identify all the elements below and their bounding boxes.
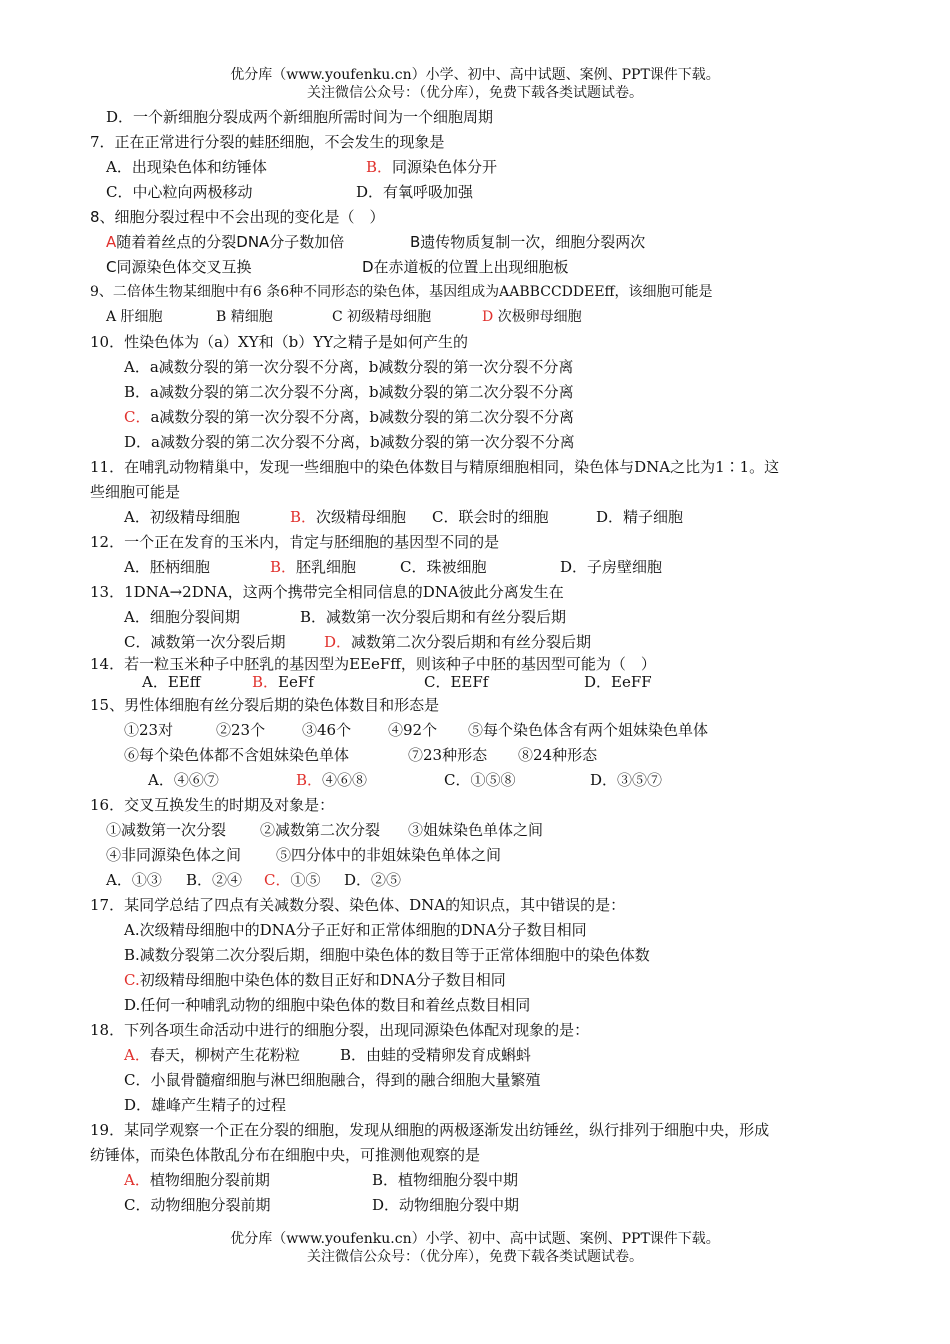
q11-stem-1: 11．在哺乳动物精巢中，发现一些细胞中的染色体数目与精原细胞相同，染色体与DNA之比为1∶1。这 — [90, 458, 780, 476]
q19-stem-2: 纺锤体，而染色体散乱分布在细胞中央，可推测他观察的是 — [90, 1146, 481, 1164]
q16-stem: 16．交叉互换发生的时期及对象是： — [90, 796, 335, 814]
q11-answer-letter: B． — [290, 508, 317, 526]
q8-option-d: D在赤道板的位置上出现细胞板 — [362, 258, 569, 276]
q17-stem: 17．某同学总结了四点有关减数分裂、染色体、DNA的知识点，其中错误的是： — [90, 896, 626, 914]
q12-stem: 12．一个正在发育的玉米内，肯定与胚细胞的基因型不同的是 — [90, 533, 500, 551]
q16-option-b: B．②④ — [186, 871, 243, 889]
q16-item-4: ④非同源染色体之间 — [106, 846, 242, 864]
q14-option-a: A．EEff — [142, 673, 201, 691]
q9-stem: 9、二倍体生物某细胞中有6 条6种不同形态的染色体，基因组成为AABBCCDDEEff，该细胞可能是 — [90, 284, 713, 300]
q15-option-b: B．④⑥⑧ — [296, 771, 368, 789]
q16-item-3: ③姐妹染色单体之间 — [408, 821, 544, 839]
q17-option-b: B.减数分裂第二次分裂后期，细胞中染色体的数目等于正常体细胞中的染色体数 — [124, 946, 650, 964]
q15-item-1: ①23对 — [124, 721, 174, 739]
q18-answer-letter: A． — [124, 1046, 150, 1064]
q9-answer-letter: D — [482, 309, 494, 325]
q11-stem-2: 些细胞可能是 — [90, 483, 181, 501]
q9-option-d: D 次极卵母细胞 — [482, 309, 582, 325]
q11-option-d: D．精子细胞 — [596, 508, 684, 526]
q19-option-a: A．植物细胞分裂前期 — [124, 1171, 270, 1189]
q14-option-c: C．EEFf — [424, 673, 489, 691]
footer-line-1: 优分库（www.youfenku.cn）小学、初中、高中试题、案例、PPT课件下载。 — [230, 1231, 720, 1247]
q19-answer-letter: A． — [124, 1171, 150, 1189]
q9-option-c: C 初级精母细胞 — [332, 309, 432, 325]
q15-item-4: ④92个 — [388, 721, 438, 739]
q10-option-d: D．a减数分裂的第二次分裂不分离，b减数分裂的第一次分裂不分离 — [124, 433, 575, 451]
q7-option-c: C．中心粒向两极移动 — [106, 183, 253, 201]
q10-option-c: C．a减数分裂的第一次分裂不分离，b减数分裂的第二次分裂不分离 — [124, 408, 575, 426]
footer-line-2: 关注微信公众号：（优分库），免费下载各类试题试卷。 — [307, 1249, 643, 1265]
q18-option-a: A．春天，柳树产生花粉粒 — [124, 1046, 300, 1064]
q13-option-a: A．细胞分裂间期 — [124, 608, 240, 626]
q12-option-d: D．子房壁细胞 — [560, 558, 663, 576]
q10-option-a: A．a减数分裂的第一次分裂不分离，b减数分裂的第一次分裂不分离 — [124, 358, 574, 376]
q18-stem: 18．下列各项生命活动中进行的细胞分裂，出现同源染色体配对现象的是： — [90, 1021, 590, 1039]
q16-item-2: ②减数第二次分裂 — [260, 821, 381, 839]
q13-answer-letter: D． — [324, 633, 352, 651]
q15-option-d: D．③⑤⑦ — [590, 771, 663, 789]
q16-option-a: A．①③ — [106, 871, 162, 889]
q12-option-c: C．珠被细胞 — [400, 558, 487, 576]
q12-option-b: B．胚乳细胞 — [270, 558, 357, 576]
q17-option-c: C.初级精母细胞中染色体的数目正好和DNA分子数目相同 — [124, 971, 506, 989]
q7-option-d: D．有氧呼吸加强 — [356, 183, 474, 201]
q15-item-7: ⑦23种形态 — [408, 746, 488, 764]
q10-answer-letter: C． — [124, 408, 151, 426]
q16-option-d: D．②⑤ — [344, 871, 402, 889]
q7-option-b: B．同源染色体分开 — [366, 158, 498, 176]
q15-item-2: ②23个 — [216, 721, 266, 739]
q15-item-6: ⑥每个染色体都不含姐妹染色单体 — [124, 746, 350, 764]
q17-answer-letter: C. — [124, 971, 140, 989]
q17-option-a: A.次级精母细胞中的DNA分子正好和正常体细胞的DNA分子数目相同 — [124, 921, 587, 939]
page-footer — [0, 1230, 950, 1266]
q14-option-b: B．EeFf — [252, 673, 314, 691]
q16-item-5: ⑤四分体中的非姐妹染色单体之间 — [276, 846, 502, 864]
q18-option-d: D．雄峰产生精子的过程 — [124, 1096, 287, 1114]
q17-option-d: D.任何一种哺乳动物的细胞中染色体的数目和着丝点数目相同 — [124, 996, 531, 1014]
q14-stem: 14．若一粒玉米种子中胚乳的基因型为EEeFff，则该种子中胚的基因型可能为（ ） — [90, 655, 656, 673]
q14-option-d: D．EeFF — [584, 673, 652, 691]
q10-option-b: B．a减数分裂的第二次分裂不分离，b减数分裂的第二次分裂不分离 — [124, 383, 574, 401]
q13-option-b: B．减数第一次分裂后期和有丝分裂后期 — [300, 608, 567, 626]
q19-option-b: B．植物细胞分裂中期 — [372, 1171, 519, 1189]
q9-option-a: A 肝细胞 — [106, 309, 163, 325]
q15-stem: 15、男性体细胞有丝分裂后期的染色体数目和形态是 — [90, 696, 440, 714]
q15-answer-letter: B． — [296, 771, 323, 789]
q7-answer-letter: B． — [366, 158, 393, 176]
header-line-1: 优分库（www.youfenku.cn）小学、初中、高中试题、案例、PPT课件下载。 — [230, 67, 720, 83]
q10-stem: 10．性染色体为（a）XY和（b）YY之精子是如何产生的 — [90, 333, 469, 351]
q15-item-3: ③46个 — [302, 721, 352, 739]
q14-answer-letter: B． — [252, 673, 279, 691]
q8-answer-letter: A — [106, 233, 117, 251]
q19-stem-1: 19．某同学观察一个正在分裂的细胞，发现从细胞的两极逐渐发出纺锤丝，纵行排列于细胞中央，形成 — [90, 1121, 770, 1139]
q15-option-a: A．④⑥⑦ — [148, 771, 219, 789]
page-header — [0, 66, 950, 102]
q19-option-d: D．动物细胞分裂中期 — [372, 1196, 520, 1214]
q9-option-b: B 精细胞 — [216, 309, 273, 325]
q15-item-8: ⑧24种形态 — [518, 746, 598, 764]
q8-option-c: C同源染色体交叉互换 — [106, 258, 252, 276]
q7-stem: 7．正在正常进行分裂的蛙胚细胞，不会发生的现象是 — [90, 133, 445, 151]
q13-option-c: C．减数第一次分裂后期 — [124, 633, 286, 651]
q12-option-a: A．胚柄细胞 — [124, 558, 210, 576]
q16-item-1: ①减数第一次分裂 — [106, 821, 227, 839]
q16-option-c: C．①⑤ — [264, 871, 321, 889]
q11-option-b: B．次级精母细胞 — [290, 508, 407, 526]
q8-option-b: B遗传物质复制一次，细胞分裂两次 — [410, 233, 646, 251]
q7-option-a: A．出现染色体和纺锤体 — [106, 158, 267, 176]
q15-item-5: ⑤每个染色体含有两个姐妹染色单体 — [468, 721, 709, 739]
q11-option-c: C．联会时的细胞 — [432, 508, 549, 526]
q15-option-c: C．①⑤⑧ — [444, 771, 516, 789]
q19-option-c: C．动物细胞分裂前期 — [124, 1196, 271, 1214]
q18-option-b: B．由蛙的受精卵发育成蝌蚪 — [340, 1046, 532, 1064]
q8-option-a: A随着着丝点的分裂DNA分子数加倍 — [106, 233, 345, 251]
q11-option-a: A．初级精母细胞 — [124, 508, 240, 526]
q18-option-c: C．小鼠骨髓瘤细胞与淋巴细胞融合，得到的融合细胞大量繁殖 — [124, 1071, 541, 1089]
q13-option-d: D．减数第二次分裂后期和有丝分裂后期 — [324, 633, 592, 651]
header-line-2: 关注微信公众号：（优分库），免费下载各类试题试卷。 — [307, 85, 643, 101]
q13-stem: 13．1DNA→2DNA，这两个携带完全相同信息的DNA彼此分离发生在 — [90, 583, 564, 601]
q12-answer-letter: B． — [270, 558, 297, 576]
q8-stem: 8、细胞分裂过程中不会出现的变化是（ ） — [90, 208, 385, 226]
q6-option-d: D．一个新细胞分裂成两个新细胞所需时间为一个细胞周期 — [106, 108, 494, 126]
q16-answer-letter: C． — [264, 871, 291, 889]
